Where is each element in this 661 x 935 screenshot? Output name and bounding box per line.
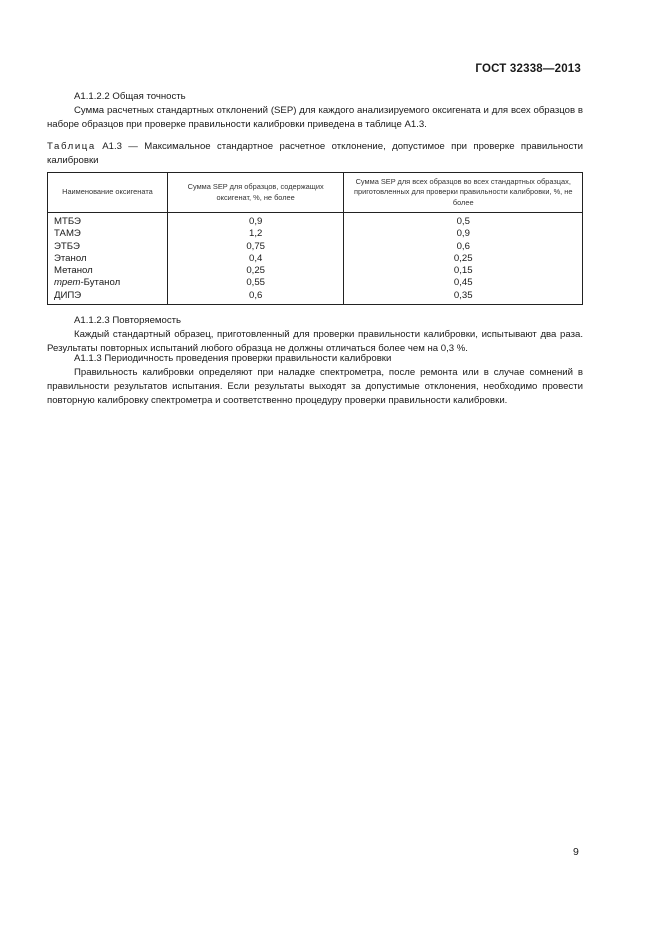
oxygenate-name: ЭТБЭ	[48, 241, 168, 253]
section-periodicity	[47, 352, 583, 408]
sep-oxygenate-value: 1,2	[167, 228, 344, 240]
sep-all-value: 0,15	[344, 265, 583, 277]
sep-all-value: 0,35	[344, 290, 583, 305]
section-paragraph: Каждый стандартный образец, приготовленный для проверки правильности калибровки, испытывают два раза. Результаты повторных испытаний любого образца не должны отличаться более чем на 0,3 %.	[47, 329, 583, 354]
table-row	[48, 277, 583, 289]
section-heading: А1.1.3 Периодичность проведения проверки правильности калибровки	[74, 353, 392, 364]
section-paragraph: Сумма расчетных стандартных отклонений (SEP) для каждого анализируемого оксигената и для всех образцов в наборе образцов при проверке правильности калибровки приведена в таблице А1.3.	[47, 105, 583, 130]
oxygenate-name: трет-Бутанол	[48, 277, 168, 289]
sep-oxygenate-value: 0,55	[167, 277, 344, 289]
sep-oxygenate-value: 0,4	[167, 253, 344, 265]
sep-oxygenate-value: 0,75	[167, 241, 344, 253]
oxygenate-name: МТБЭ	[48, 213, 168, 229]
sep-all-value: 0,45	[344, 277, 583, 289]
table-row	[48, 228, 583, 240]
sep-table	[47, 172, 583, 305]
sep-all-value: 0,9	[344, 228, 583, 240]
oxygenate-name: ДИПЭ	[48, 290, 168, 305]
oxygenate-name: ТАМЭ	[48, 228, 168, 240]
section-paragraph: Правильность калибровки определяют при наладке спектрометра, после ремонта или в случае сомнений в правильности результатов испытания. Если результаты выходят за допустимые отклонения, необходимо провести повторную калибровку спектрометра и соответственно процедуру проверки правильности калибровки.	[47, 367, 583, 406]
section-heading: А1.1.2.2 Общая точность	[74, 91, 186, 102]
sep-oxygenate-value: 0,25	[167, 265, 344, 277]
table-row	[48, 213, 583, 229]
table-row	[48, 253, 583, 265]
section-heading: А1.1.2.3 Повторяемость	[74, 315, 182, 326]
table-caption	[47, 140, 583, 168]
section-repeatability	[47, 314, 583, 356]
column-header: Сумма SEP для образцов, содержащих оксигенат, %, не более	[167, 173, 344, 213]
document-code: ГОСТ 32338—2013	[475, 63, 581, 75]
section-general-accuracy	[47, 90, 583, 132]
page-number: 9	[573, 846, 579, 858]
table-row	[48, 290, 583, 305]
oxygenate-name: Метанол	[48, 265, 168, 277]
oxygenate-name: Этанол	[48, 253, 168, 265]
column-header: Сумма SEP для всех образцов во всех стандартных образцах, приготовленных для проверки правильности калибровки, %, не более	[344, 173, 583, 213]
table-caption-text: А1.3 — Максимальное стандартное расчетное отклонение, допустимое при проверке правильности калибровки	[47, 141, 583, 166]
table-row	[48, 241, 583, 253]
sep-oxygenate-value: 0,9	[167, 213, 344, 229]
sep-oxygenate-value: 0,6	[167, 290, 344, 305]
sep-all-value: 0,6	[344, 241, 583, 253]
table-caption-word: Таблица	[47, 141, 96, 152]
table-row	[48, 265, 583, 277]
column-header: Наименование оксигената	[48, 173, 168, 213]
sep-all-value: 0,5	[344, 213, 583, 229]
sep-all-value: 0,25	[344, 253, 583, 265]
